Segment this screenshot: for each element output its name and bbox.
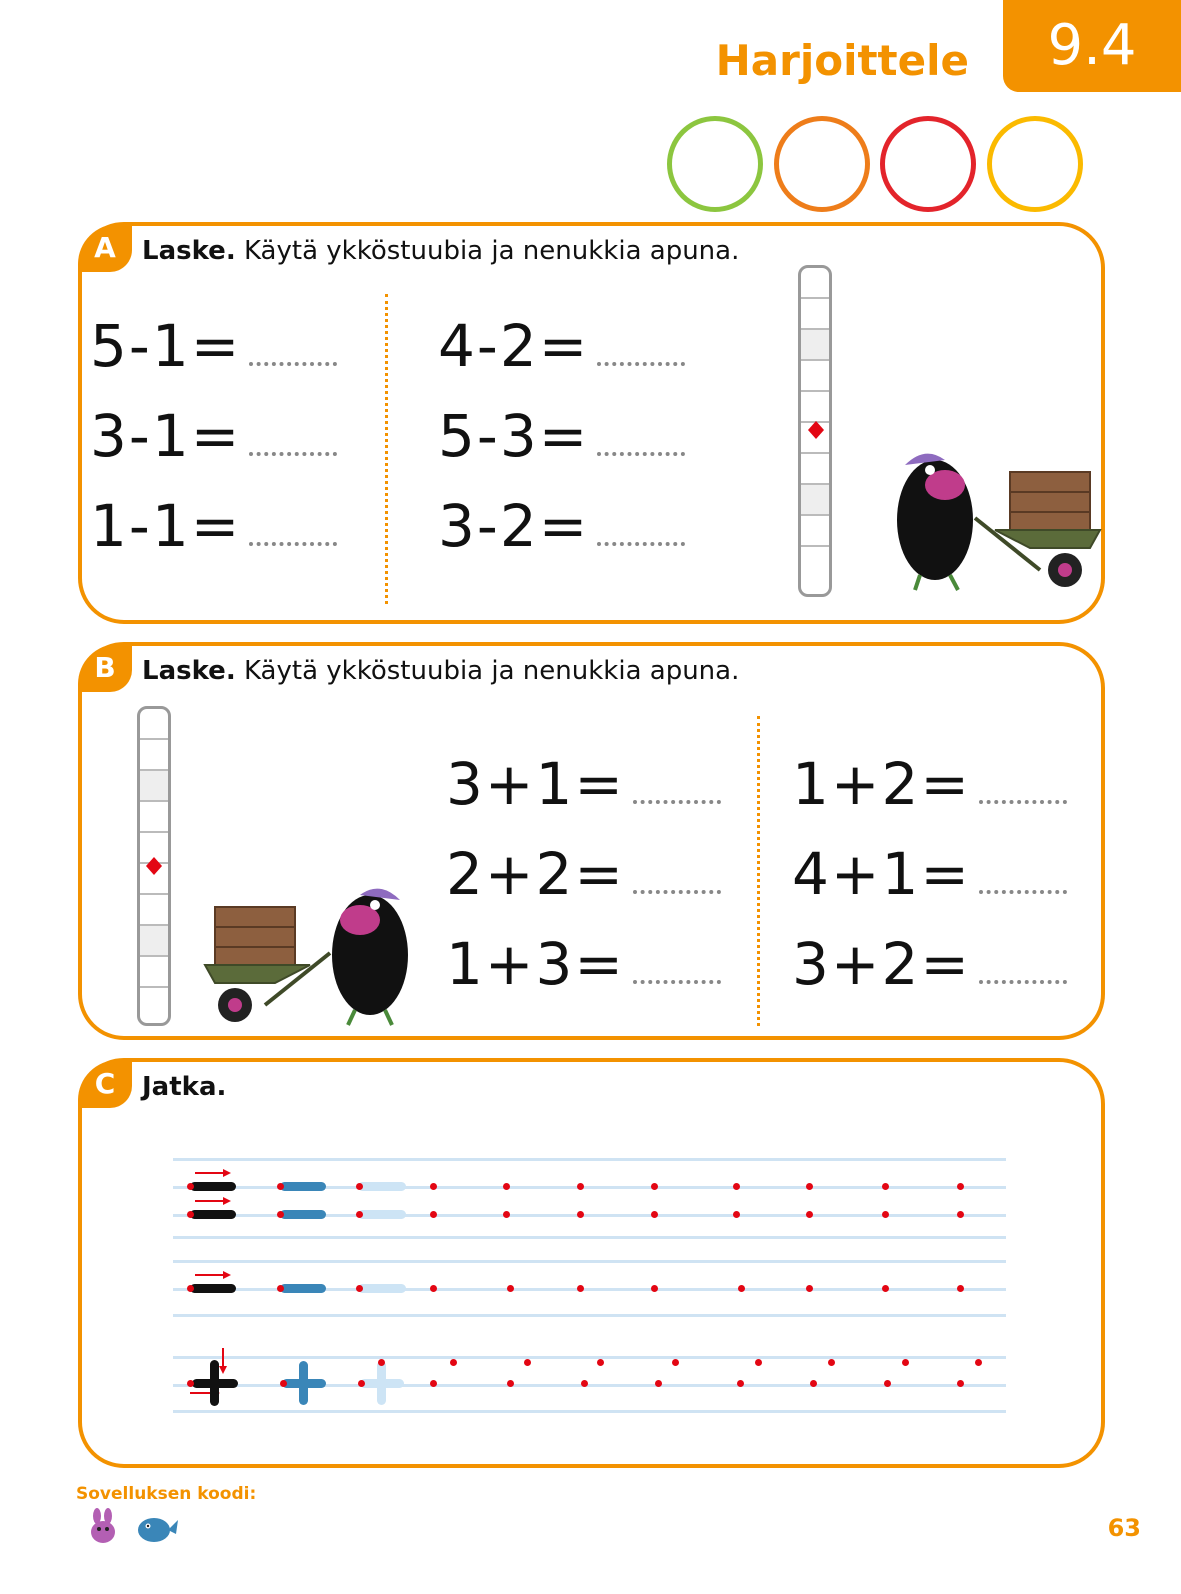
writing-line: [173, 1314, 1006, 1317]
writing-line: [173, 1158, 1006, 1161]
start-dot: [957, 1285, 964, 1292]
start-dot: [450, 1359, 457, 1366]
start-dot: [187, 1285, 194, 1292]
page-number: 63: [1107, 1514, 1141, 1542]
start-dot: [581, 1380, 588, 1387]
start-dot: [882, 1211, 889, 1218]
start-dot: [277, 1285, 284, 1292]
equation: 5-1=: [90, 312, 337, 380]
chapter-tab: 9.4: [1003, 0, 1181, 92]
equation: 3+2=: [792, 930, 1067, 998]
answer-blank[interactable]: [633, 800, 721, 804]
section-b-instruction: [142, 656, 739, 686]
start-dot: [597, 1359, 604, 1366]
start-dot: [651, 1211, 658, 1218]
answer-blank[interactable]: [979, 800, 1067, 804]
instruction-text: Käytä ykköstuubia ja nenukkia apuna.: [235, 236, 740, 266]
start-dot: [524, 1359, 531, 1366]
equation: 3+1=: [446, 750, 721, 818]
start-dot: [828, 1359, 835, 1366]
start-dot: [737, 1380, 744, 1387]
start-dot: [577, 1285, 584, 1292]
arrow-down-icon: [218, 1348, 228, 1374]
trace-stroke-dark: [210, 1360, 219, 1406]
arrow-right-icon: [195, 1270, 231, 1280]
start-dot: [651, 1285, 658, 1292]
equation: 2+2=: [446, 840, 721, 908]
app-code-label: Sovelluksen koodi:: [76, 1484, 257, 1504]
character-wheelbarrow-illustration: [200, 865, 415, 1030]
start-dot: [187, 1211, 194, 1218]
bunny-icon: [86, 1508, 120, 1546]
start-dot: [882, 1285, 889, 1292]
equation: 4-2=: [438, 312, 685, 380]
start-dot: [755, 1359, 762, 1366]
start-dot: [672, 1359, 679, 1366]
start-dot: [806, 1183, 813, 1190]
start-dot: [810, 1380, 817, 1387]
start-dot: [957, 1183, 964, 1190]
start-dot: [187, 1380, 194, 1387]
trace-stroke-light: [358, 1284, 406, 1293]
trace-stroke-light: [377, 1361, 386, 1405]
arrow-right-icon: [195, 1196, 231, 1206]
start-dot: [430, 1183, 437, 1190]
trace-stroke-blue: [280, 1182, 326, 1191]
arrow-right-icon: [195, 1168, 231, 1178]
column-divider: [757, 716, 760, 1026]
answer-blank[interactable]: [597, 362, 685, 366]
start-dot: [577, 1183, 584, 1190]
instruction-bold: Laske.: [142, 656, 236, 686]
answer-blank[interactable]: [979, 890, 1067, 894]
trace-stroke-dark: [190, 1284, 236, 1293]
equation: 3-2=: [438, 492, 685, 560]
instruction-text: Käytä ykköstuubia ja nenukkia apuna.: [235, 656, 740, 686]
start-dot: [356, 1183, 363, 1190]
tube-marker-icon: [144, 856, 164, 876]
trace-stroke-blue: [280, 1210, 326, 1219]
column-divider: [385, 294, 388, 604]
start-dot: [884, 1380, 891, 1387]
answer-blank[interactable]: [979, 980, 1067, 984]
start-dot: [430, 1380, 437, 1387]
equation: 3-1=: [90, 402, 337, 470]
character-wheelbarrow-illustration: [890, 430, 1105, 595]
start-dot: [806, 1285, 813, 1292]
answer-blank[interactable]: [249, 542, 337, 546]
start-dot: [651, 1183, 658, 1190]
equation: 1+3=: [446, 930, 721, 998]
writing-line: [173, 1236, 1006, 1239]
start-dot: [957, 1380, 964, 1387]
answer-blank[interactable]: [633, 980, 721, 984]
section-a-badge: A: [78, 224, 132, 272]
answer-blank[interactable]: [249, 452, 337, 456]
start-dot: [733, 1183, 740, 1190]
trace-stroke-light: [358, 1210, 406, 1219]
section-c-box: [78, 1058, 1105, 1468]
start-dot: [430, 1285, 437, 1292]
trace-stroke-blue: [280, 1284, 326, 1293]
writing-line: [173, 1356, 1006, 1359]
section-b-badge: B: [78, 644, 132, 692]
start-dot: [187, 1183, 194, 1190]
start-dot: [507, 1380, 514, 1387]
start-dot: [503, 1183, 510, 1190]
section-a-instruction: [142, 236, 739, 266]
answer-blank[interactable]: [633, 890, 721, 894]
section-c-instruction: [142, 1072, 226, 1102]
instruction-bold: Jatka.: [142, 1072, 227, 1102]
whale-icon: [136, 1510, 178, 1544]
start-dot: [655, 1380, 662, 1387]
trace-stroke-light: [358, 1182, 406, 1191]
page-title: Harjoittele: [715, 36, 969, 85]
equation: 1-1=: [90, 492, 337, 560]
self-assessment-ring-orange[interactable]: [774, 116, 870, 212]
start-dot: [806, 1211, 813, 1218]
start-dot: [733, 1211, 740, 1218]
start-dot: [430, 1211, 437, 1218]
self-assessment-ring-green[interactable]: [667, 116, 763, 212]
writing-line: [173, 1410, 1006, 1413]
trace-stroke-dark: [190, 1182, 236, 1191]
writing-line: [173, 1260, 1006, 1263]
self-assessment-ring-red[interactable]: [880, 116, 976, 212]
start-dot: [277, 1183, 284, 1190]
trace-stroke-blue: [299, 1361, 308, 1405]
start-dot: [356, 1211, 363, 1218]
start-dot: [957, 1211, 964, 1218]
start-dot: [882, 1183, 889, 1190]
start-dot: [577, 1211, 584, 1218]
answer-blank[interactable]: [597, 452, 685, 456]
start-dot: [280, 1380, 287, 1387]
start-dot: [503, 1211, 510, 1218]
start-dot: [378, 1359, 385, 1366]
equation: 5-3=: [438, 402, 685, 470]
instruction-bold: Laske.: [142, 236, 236, 266]
answer-blank[interactable]: [597, 542, 685, 546]
start-dot: [902, 1359, 909, 1366]
start-dot: [975, 1359, 982, 1366]
trace-stroke-dark: [190, 1210, 236, 1219]
start-dot: [738, 1285, 745, 1292]
tube-marker-icon: [806, 420, 826, 440]
equation: 4+1=: [792, 840, 1067, 908]
answer-blank[interactable]: [249, 362, 337, 366]
section-c-badge: C: [78, 1060, 132, 1108]
equation: 1+2=: [792, 750, 1067, 818]
start-dot: [277, 1211, 284, 1218]
start-dot: [507, 1285, 514, 1292]
start-dot: [358, 1380, 365, 1387]
self-assessment-ring-yellow[interactable]: [987, 116, 1083, 212]
start-dot: [356, 1285, 363, 1292]
